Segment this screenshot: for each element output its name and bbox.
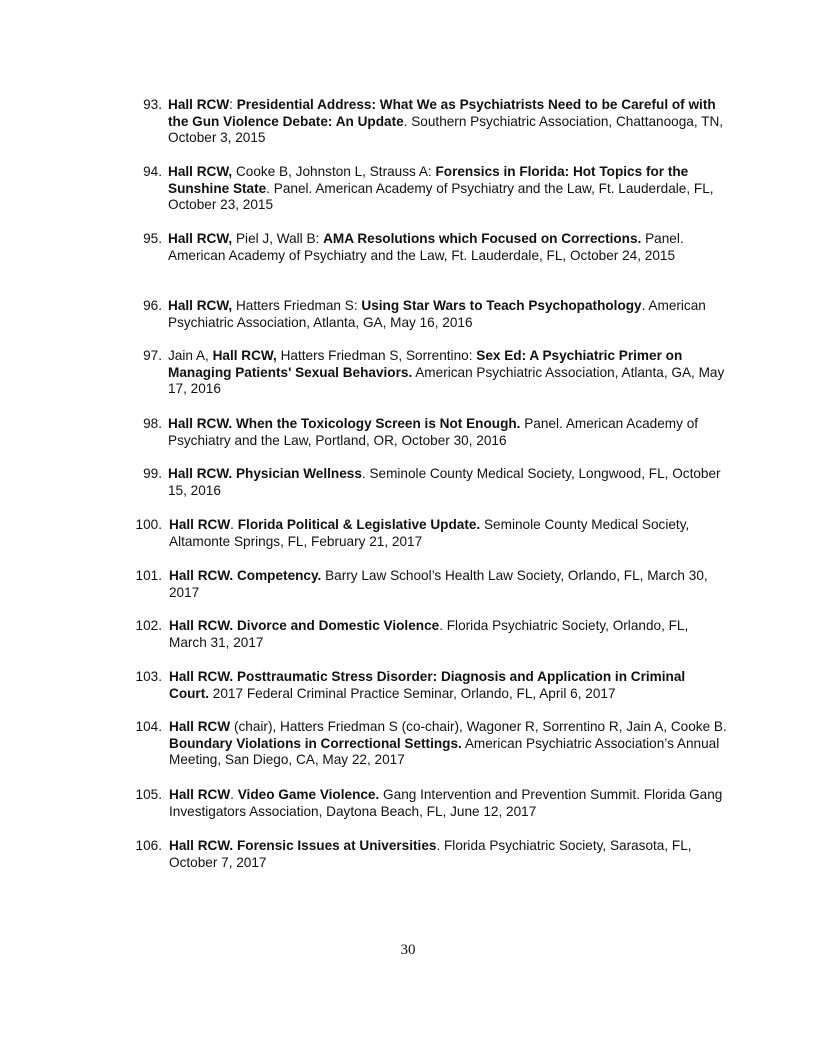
bold-text: Hall RCW. Physician Wellness [168, 466, 362, 481]
entry-text [168, 164, 728, 214]
entry-number: 98. [143, 416, 162, 431]
list-item [128, 466, 728, 499]
text: American Psychiatric Association, Atlanta, GA, May 17, 2016 [168, 364, 725, 397]
text: Gang Intervention and Prevention Summit. Florida Gang Investigators Association, Daytona Beach, FL, June 12, 2017 [169, 787, 723, 819]
entry-text [168, 416, 728, 449]
entry-number: 100. [135, 517, 162, 532]
list-item [128, 669, 728, 702]
list-item [128, 719, 728, 769]
bold-text: Forensics in Florida: Hot Topics for the Sunshine State [168, 164, 689, 196]
text: Cooke B, Johnston L, Strauss A: [232, 164, 436, 179]
bold-text: Hall RCW, [168, 231, 233, 246]
text: . Florida Psychiatric Society, Sarasota, FL, October 7, 2017 [169, 838, 692, 870]
entry-text [169, 618, 728, 651]
bold-text: Hall RCW [169, 517, 231, 532]
entry-number: 103. [135, 669, 162, 684]
text: . [230, 787, 238, 802]
entry-text [168, 348, 728, 398]
bold-text: Boundary Violations in Correctional Settings. [169, 735, 462, 751]
text: Hatters Friedman S, Sorrentino: [276, 348, 477, 363]
bold-text: Hall RCW [168, 97, 230, 112]
entry-number: 97. [143, 348, 162, 363]
entry-number: 106. [135, 838, 162, 853]
bold-text: Hall RCW. Divorce and Domestic Violence [169, 618, 440, 633]
entry-number: 101. [135, 568, 162, 583]
text: Panel. American Academy of Psychiatry and the Law, Ft. Lauderdale, FL, October 24, 2015 [168, 231, 684, 263]
list-item [128, 164, 728, 214]
bold-text: Video Game Violence. [237, 787, 380, 802]
list-item [128, 568, 728, 601]
bold-text: Hall RCW. When the Toxicology Screen is Not Enough. [168, 416, 521, 431]
entry-text [169, 838, 728, 871]
entry-text [169, 719, 728, 769]
bold-text: Presidential Address: What We as Psychiatrists Need to be Careful of with the Gun Violence Debate: An Update [168, 97, 716, 129]
bold-text: AMA Resolutions which Focused on Corrections. [323, 231, 642, 246]
entry-text [169, 517, 728, 550]
text: 2017 Federal Criminal Practice Seminar, Orlando, FL, April 6, 2017 [209, 685, 616, 701]
entry-text [169, 787, 728, 820]
entry-text [169, 568, 728, 601]
list-item [128, 618, 728, 651]
bold-text: Hall RCW, [168, 164, 233, 179]
entry-text [168, 298, 728, 331]
list-item [128, 787, 728, 820]
text: . Seminole County Medical Society, Longwood, FL, October 15, 2016 [168, 466, 721, 498]
entry-number: 105. [135, 787, 162, 802]
text: Barry Law School’s Health Law Society, Orlando, FL, March 30, 2017 [169, 568, 708, 600]
text: Seminole County Medical Society, Altamonte Springs, FL, February 21, 2017 [169, 517, 690, 549]
bold-text: Florida Political & Legislative Update. [237, 517, 481, 532]
bold-text: Hall RCW, [212, 348, 277, 363]
entry-number: 94. [143, 164, 162, 179]
entry-number: 93. [143, 97, 162, 112]
entry-number: 102. [135, 618, 162, 633]
text: Panel. American Academy of Psychiatry and the Law, Portland, OR, October 30, 2016 [168, 416, 699, 448]
bold-text: Hall RCW, [168, 298, 233, 313]
list-item [128, 231, 728, 264]
entry-number: 99. [143, 466, 162, 481]
list-item [128, 838, 728, 871]
page-number: 30 [400, 942, 416, 958]
list-item [128, 298, 728, 331]
entry-text [168, 97, 728, 147]
entry-text [169, 669, 728, 702]
text: . Southern Psychiatric Association, Chattanooga, TN, October 3, 2015 [168, 113, 724, 146]
entry-text [168, 466, 728, 499]
list-item [128, 517, 728, 550]
bold-text: Hall RCW. Competency. [169, 568, 322, 583]
text: (chair), Hatters Friedman S (co-chair), Wagoner R, Sorrentino R, Jain A, Cooke B. [230, 719, 727, 734]
list-item [128, 348, 728, 398]
text: . Panel. American Academy of Psychiatry and the Law, Ft. Lauderdale, FL, October 23, 2015 [168, 180, 714, 213]
text: : [229, 97, 237, 112]
list-item [128, 416, 728, 449]
bold-text: Hall RCW. Posttraumatic Stress Disorder: Diagnosis and Application in Criminal Court. [169, 669, 686, 701]
text: Hatters Friedman S: [232, 298, 362, 313]
entry-number: 96. [143, 298, 162, 313]
entry-text [168, 231, 728, 264]
bold-text: Hall RCW [169, 787, 231, 802]
entry-number: 104. [135, 719, 162, 734]
bold-text: Hall RCW [169, 719, 231, 734]
bold-text: Sex Ed: A Psychiatric Primer on Managing Patients' Sexual Behaviors. [168, 348, 683, 380]
text: Jain A, [168, 348, 213, 363]
bold-text: Using Star Wars to Teach Psychopathology [361, 298, 642, 313]
text: . American Psychiatric Association, Atlanta, GA, May 16, 2016 [168, 298, 706, 330]
list-item [128, 97, 728, 147]
text: Piel J, Wall B: [232, 231, 324, 246]
text: . [230, 517, 238, 532]
entry-number: 95. [143, 231, 162, 246]
text: . Florida Psychiatric Society, Orlando, FL, March 31, 2017 [169, 618, 689, 650]
bold-text: Hall RCW. Forensic Issues at Universities [169, 838, 437, 853]
text: American Psychiatric Association’s Annual Meeting, San Diego, CA, May 22, 2017 [169, 735, 720, 768]
